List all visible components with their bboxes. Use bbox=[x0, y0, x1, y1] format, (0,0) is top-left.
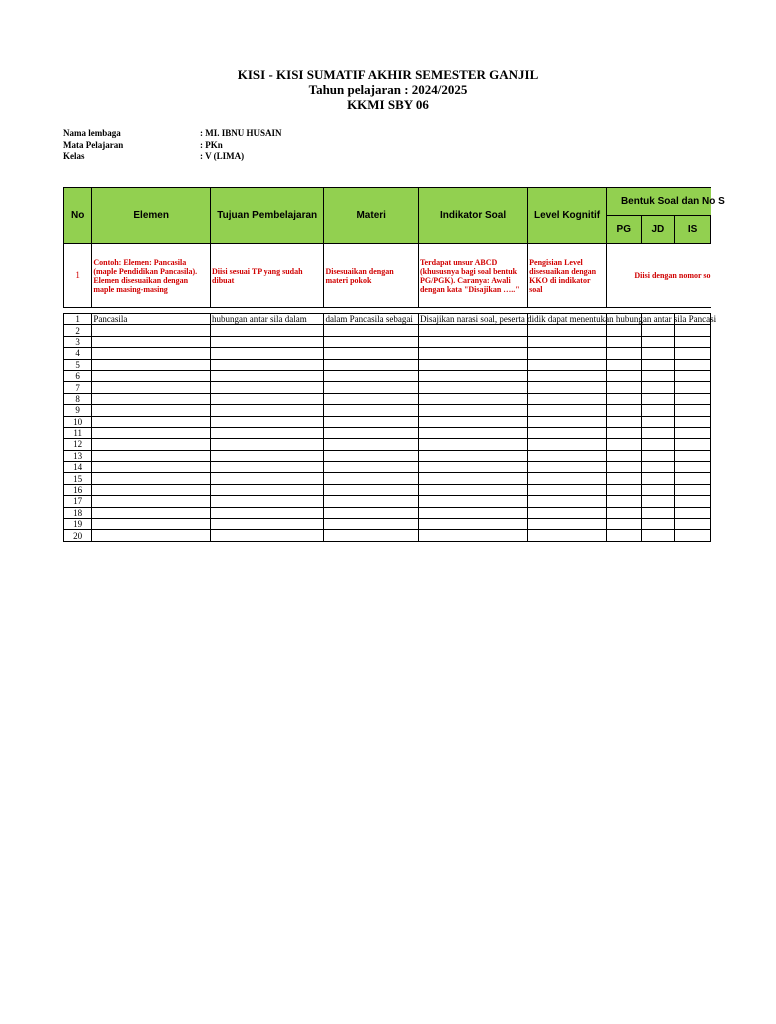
cell-jd[interactable] bbox=[641, 427, 675, 438]
cell-level[interactable] bbox=[528, 416, 607, 427]
cell-no[interactable]: 6 bbox=[64, 370, 92, 381]
cell-no[interactable]: 5 bbox=[64, 359, 92, 370]
cell-jd[interactable] bbox=[641, 359, 675, 370]
cell-indikator[interactable]: Disajikan narasi soal, peserta didik dapat menentukan hubungan antar sila Pancasi bbox=[419, 314, 717, 325]
cell-no[interactable]: 1 bbox=[64, 314, 92, 325]
cell-level[interactable] bbox=[528, 450, 607, 461]
cell-pg[interactable] bbox=[606, 530, 641, 541]
meta-row-institution bbox=[63, 128, 282, 140]
cell-indikator[interactable] bbox=[418, 325, 527, 336]
cell-elemen[interactable] bbox=[92, 325, 211, 336]
cell-jd[interactable] bbox=[641, 496, 675, 507]
cell-materi[interactable] bbox=[324, 462, 419, 473]
table-row bbox=[64, 348, 711, 359]
academic-year: Tahun pelajaran : 2024/2025 bbox=[308, 82, 468, 97]
data-rows bbox=[64, 314, 717, 542]
cell-pg[interactable] bbox=[606, 370, 641, 381]
header-indikator: Indikator Soal bbox=[418, 188, 527, 244]
cell-jd[interactable] bbox=[641, 336, 675, 347]
cell-materi[interactable] bbox=[324, 530, 419, 541]
cell-jd[interactable] bbox=[641, 473, 675, 484]
meta-info bbox=[63, 128, 282, 163]
cell-no[interactable]: 20 bbox=[64, 530, 92, 541]
cell-elemen[interactable] bbox=[92, 507, 211, 518]
cell-elemen[interactable] bbox=[92, 348, 211, 359]
cell-is[interactable] bbox=[675, 416, 711, 427]
cell-is[interactable] bbox=[675, 496, 711, 507]
cell-jd[interactable] bbox=[641, 439, 675, 450]
cell-indikator[interactable] bbox=[418, 439, 527, 450]
cell-is[interactable] bbox=[675, 393, 711, 404]
cell-tujuan[interactable] bbox=[211, 382, 324, 393]
cell-pg[interactable] bbox=[606, 405, 641, 416]
cell-indikator[interactable] bbox=[418, 393, 527, 404]
cell-jd[interactable] bbox=[641, 370, 675, 381]
cell-level[interactable] bbox=[528, 439, 607, 450]
cell-level[interactable] bbox=[528, 325, 607, 336]
meta-row-class bbox=[63, 151, 282, 163]
cell-indikator[interactable] bbox=[418, 473, 527, 484]
cell-pg[interactable] bbox=[606, 473, 641, 484]
cell-tujuan[interactable]: hubungan antar sila dalam bbox=[211, 314, 324, 325]
cell-is[interactable] bbox=[675, 325, 711, 336]
cell-elemen[interactable] bbox=[92, 427, 211, 438]
cell-level[interactable] bbox=[528, 348, 607, 359]
cell-materi[interactable] bbox=[324, 484, 419, 495]
meta-label: Kelas bbox=[63, 151, 85, 161]
cell-is[interactable] bbox=[675, 530, 711, 541]
meta-value: : MI. IBNU HUSAIN bbox=[200, 128, 282, 138]
cell-materi[interactable] bbox=[324, 405, 419, 416]
cell-jd[interactable] bbox=[641, 325, 675, 336]
cell-level[interactable] bbox=[528, 405, 607, 416]
cell-indikator[interactable] bbox=[418, 382, 527, 393]
cell-elemen[interactable] bbox=[92, 530, 211, 541]
cell-no[interactable]: 7 bbox=[64, 382, 92, 393]
cell-jd[interactable] bbox=[641, 348, 675, 359]
cell-jd[interactable] bbox=[641, 382, 675, 393]
cell-elemen[interactable] bbox=[92, 393, 211, 404]
cell-tujuan[interactable] bbox=[211, 484, 324, 495]
cell-pg[interactable] bbox=[606, 496, 641, 507]
cell-materi[interactable] bbox=[324, 370, 419, 381]
cell-tujuan[interactable] bbox=[211, 370, 324, 381]
group-name: KKMI SBY 06 bbox=[347, 97, 429, 112]
cell-is[interactable] bbox=[675, 484, 711, 495]
cell-materi[interactable]: dalam Pancasila sebagai bbox=[324, 314, 419, 325]
cell-is[interactable] bbox=[675, 462, 711, 473]
cell-pg[interactable] bbox=[606, 462, 641, 473]
cell-materi[interactable] bbox=[324, 507, 419, 518]
grid-table bbox=[63, 187, 725, 542]
cell-elemen[interactable] bbox=[92, 496, 211, 507]
cell-jd[interactable] bbox=[641, 405, 675, 416]
cell-elemen[interactable] bbox=[92, 416, 211, 427]
cell-elemen[interactable] bbox=[92, 450, 211, 461]
cell-pg[interactable] bbox=[606, 507, 641, 518]
cell-pg[interactable] bbox=[606, 348, 641, 359]
cell-level[interactable] bbox=[528, 359, 607, 370]
cell-jd[interactable] bbox=[641, 416, 675, 427]
cell-no[interactable]: 16 bbox=[64, 484, 92, 495]
cell-level[interactable] bbox=[528, 519, 607, 530]
table-row bbox=[64, 450, 711, 461]
cell-pg[interactable] bbox=[606, 439, 641, 450]
cell-pg[interactable] bbox=[606, 336, 641, 347]
cell-indikator[interactable] bbox=[418, 427, 527, 438]
table-row bbox=[64, 473, 711, 484]
cell-materi[interactable] bbox=[324, 325, 419, 336]
meta-label: Nama lembaga bbox=[63, 128, 121, 138]
cell-jd[interactable] bbox=[641, 530, 675, 541]
cell-materi[interactable] bbox=[324, 336, 419, 347]
cell-no[interactable]: 14 bbox=[64, 462, 92, 473]
cell-level[interactable] bbox=[528, 370, 607, 381]
cell-materi[interactable] bbox=[324, 416, 419, 427]
cell-pg[interactable] bbox=[606, 325, 641, 336]
cell-elemen[interactable] bbox=[92, 405, 211, 416]
cell-level[interactable] bbox=[528, 507, 607, 518]
cell-no[interactable]: 18 bbox=[64, 507, 92, 518]
cell-level[interactable] bbox=[528, 382, 607, 393]
cell-materi[interactable] bbox=[324, 519, 419, 530]
header-bentuk-soal: Bentuk Soal dan No S bbox=[606, 188, 710, 216]
header-materi: Materi bbox=[324, 188, 419, 244]
cell-pg[interactable] bbox=[606, 450, 641, 461]
cell-jd[interactable] bbox=[641, 484, 675, 495]
header-jd: JD bbox=[641, 216, 675, 244]
cell-no[interactable]: 10 bbox=[64, 416, 92, 427]
cell-tujuan[interactable] bbox=[211, 416, 324, 427]
example-materi[interactable]: Disesuaikan dengan materi pokok bbox=[324, 244, 419, 308]
table-row bbox=[64, 405, 711, 416]
cell-level[interactable] bbox=[528, 473, 607, 484]
cell-elemen[interactable] bbox=[92, 336, 211, 347]
cell-tujuan[interactable] bbox=[211, 325, 324, 336]
table-row bbox=[64, 484, 711, 495]
cell-is[interactable] bbox=[675, 382, 711, 393]
table-row bbox=[64, 496, 711, 507]
cell-is[interactable] bbox=[675, 348, 711, 359]
cell-tujuan[interactable] bbox=[211, 427, 324, 438]
cell-jd[interactable] bbox=[641, 393, 675, 404]
example-no[interactable]: 1 bbox=[64, 244, 92, 308]
cell-tujuan[interactable] bbox=[211, 507, 324, 518]
cell-elemen[interactable]: Pancasila bbox=[92, 314, 211, 325]
cell-level[interactable] bbox=[528, 484, 607, 495]
cell-indikator[interactable] bbox=[418, 359, 527, 370]
cell-materi[interactable] bbox=[324, 496, 419, 507]
cell-tujuan[interactable] bbox=[211, 473, 324, 484]
meta-value: : PKn bbox=[200, 139, 223, 150]
table-row bbox=[64, 325, 711, 336]
table-row bbox=[64, 393, 711, 404]
table-row bbox=[64, 359, 711, 370]
cell-no[interactable]: 8 bbox=[64, 393, 92, 404]
cell-jd[interactable] bbox=[641, 507, 675, 518]
cell-no[interactable]: 2 bbox=[64, 325, 92, 336]
cell-indikator[interactable] bbox=[418, 507, 527, 518]
cell-tujuan[interactable] bbox=[211, 393, 324, 404]
cell-is[interactable] bbox=[675, 473, 711, 484]
cell-indikator[interactable] bbox=[418, 496, 527, 507]
cell-is[interactable] bbox=[675, 519, 711, 530]
cell-materi[interactable] bbox=[324, 393, 419, 404]
cell-pg[interactable] bbox=[606, 382, 641, 393]
cell-level[interactable] bbox=[528, 336, 607, 347]
table-row bbox=[64, 462, 711, 473]
cell-elemen[interactable] bbox=[92, 473, 211, 484]
meta-row-subject bbox=[63, 140, 282, 152]
meta-value: : V (LIMA) bbox=[200, 151, 245, 161]
example-row bbox=[64, 244, 711, 308]
cell-indikator[interactable] bbox=[418, 416, 527, 427]
cell-jd[interactable] bbox=[641, 519, 675, 530]
cell-materi[interactable] bbox=[324, 427, 419, 438]
cell-no[interactable]: 11 bbox=[64, 427, 92, 438]
cell-level[interactable] bbox=[528, 496, 607, 507]
cell-is[interactable] bbox=[675, 507, 711, 518]
cell-tujuan[interactable] bbox=[211, 496, 324, 507]
cell-materi[interactable] bbox=[324, 439, 419, 450]
cell-tujuan[interactable] bbox=[211, 336, 324, 347]
cell-indikator[interactable] bbox=[418, 462, 527, 473]
cell-elemen[interactable] bbox=[92, 370, 211, 381]
cell-pg[interactable] bbox=[606, 416, 641, 427]
cell-tujuan[interactable] bbox=[211, 348, 324, 359]
cell-materi[interactable] bbox=[324, 473, 419, 484]
cell-is[interactable] bbox=[675, 405, 711, 416]
example-tujuan[interactable]: Diisi sesuai TP yang sudah dibuat bbox=[211, 244, 324, 308]
cell-elemen[interactable] bbox=[92, 382, 211, 393]
cell-is[interactable] bbox=[675, 359, 711, 370]
cell-is[interactable] bbox=[675, 439, 711, 450]
header-pg: PG bbox=[606, 216, 641, 244]
cell-no[interactable]: 15 bbox=[64, 473, 92, 484]
document-title-block bbox=[0, 67, 776, 112]
table-row bbox=[64, 439, 711, 450]
cell-jd[interactable] bbox=[641, 462, 675, 473]
example-level[interactable]: Pengisian Level disesuaikan dengan KKO di indikator soal bbox=[528, 244, 607, 308]
cell-level[interactable] bbox=[528, 462, 607, 473]
example-elemen[interactable]: Contoh: Elemen: Pancasila (maple Pendidikan Pancasila). Elemen disesuaikan dengan maple masing-masing bbox=[92, 244, 211, 308]
table-row bbox=[64, 370, 711, 381]
cell-level[interactable] bbox=[528, 393, 607, 404]
example-bentuk[interactable]: Diisi dengan nomor so bbox=[606, 244, 710, 308]
cell-materi[interactable] bbox=[324, 348, 419, 359]
cell-indikator[interactable] bbox=[418, 405, 527, 416]
cell-materi[interactable] bbox=[324, 382, 419, 393]
header-level: Level Kognitif bbox=[528, 188, 607, 244]
cell-elemen[interactable] bbox=[92, 462, 211, 473]
cell-no[interactable]: 12 bbox=[64, 439, 92, 450]
cell-tujuan[interactable] bbox=[211, 530, 324, 541]
cell-level[interactable] bbox=[528, 427, 607, 438]
cell-pg[interactable] bbox=[606, 484, 641, 495]
cell-tujuan[interactable] bbox=[211, 359, 324, 370]
cell-indikator[interactable] bbox=[418, 530, 527, 541]
cell-is[interactable] bbox=[675, 336, 711, 347]
cell-no[interactable]: 19 bbox=[64, 519, 92, 530]
table-row bbox=[64, 416, 711, 427]
cell-pg[interactable] bbox=[606, 359, 641, 370]
meta-label: Mata Pelajaran bbox=[63, 139, 124, 150]
cell-no[interactable]: 4 bbox=[64, 348, 92, 359]
cell-indikator[interactable] bbox=[418, 519, 527, 530]
cell-tujuan[interactable] bbox=[211, 405, 324, 416]
cell-jd[interactable] bbox=[641, 450, 675, 461]
cell-pg[interactable] bbox=[606, 393, 641, 404]
example-indikator[interactable]: Terdapat unsur ABCD (khususnya bagi soal bentuk PG/PGK). Caranya: Awali dengan kata "Disajikan ….." bbox=[418, 244, 527, 308]
table-row bbox=[64, 530, 711, 541]
cell-indikator[interactable] bbox=[418, 370, 527, 381]
cell-tujuan[interactable] bbox=[211, 439, 324, 450]
cell-indikator[interactable] bbox=[418, 450, 527, 461]
cell-no[interactable]: 9 bbox=[64, 405, 92, 416]
cell-indikator[interactable] bbox=[418, 336, 527, 347]
header-is: IS bbox=[675, 216, 711, 244]
cell-materi[interactable] bbox=[324, 450, 419, 461]
cell-level[interactable] bbox=[528, 530, 607, 541]
cell-tujuan[interactable] bbox=[211, 450, 324, 461]
cell-indikator[interactable] bbox=[418, 484, 527, 495]
cell-is[interactable] bbox=[675, 370, 711, 381]
table-row bbox=[64, 314, 711, 325]
table-row bbox=[64, 519, 711, 530]
cell-pg[interactable] bbox=[606, 427, 641, 438]
header-tujuan: Tujuan Pembelajaran bbox=[211, 188, 324, 244]
header-elemen: Elemen bbox=[92, 188, 211, 244]
cell-no[interactable]: 13 bbox=[64, 450, 92, 461]
cell-elemen[interactable] bbox=[92, 439, 211, 450]
table-row bbox=[64, 336, 711, 347]
cell-elemen[interactable] bbox=[92, 519, 211, 530]
cell-elemen[interactable] bbox=[92, 359, 211, 370]
cell-is[interactable] bbox=[675, 450, 711, 461]
document-title: KISI - KISI SUMATIF AKHIR SEMESTER GANJIL bbox=[237, 67, 539, 82]
cell-tujuan[interactable] bbox=[211, 519, 324, 530]
cell-tujuan[interactable] bbox=[211, 462, 324, 473]
table-row bbox=[64, 427, 711, 438]
table-row bbox=[64, 382, 711, 393]
cell-no[interactable]: 17 bbox=[64, 496, 92, 507]
cell-elemen[interactable] bbox=[92, 484, 211, 495]
header-no: No bbox=[64, 188, 92, 244]
grid-table-container bbox=[63, 187, 768, 557]
cell-indikator[interactable] bbox=[418, 348, 527, 359]
cell-pg[interactable] bbox=[606, 519, 641, 530]
cell-is[interactable] bbox=[675, 427, 711, 438]
cell-materi[interactable] bbox=[324, 359, 419, 370]
table-row bbox=[64, 507, 711, 518]
cell-no[interactable]: 3 bbox=[64, 336, 92, 347]
